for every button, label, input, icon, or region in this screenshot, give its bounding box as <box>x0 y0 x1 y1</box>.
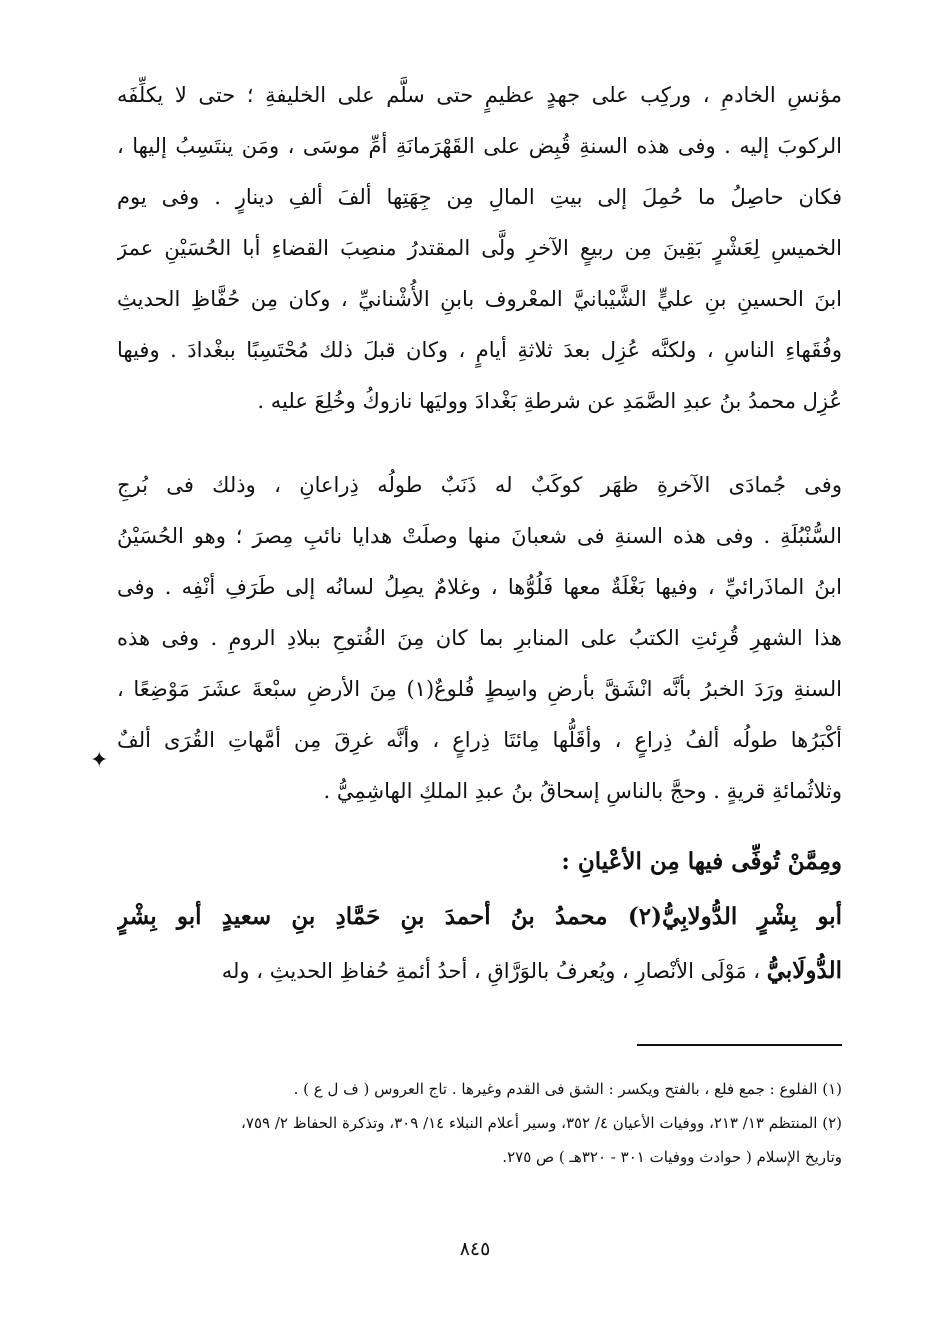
text-line: عُزِل محمدُ بنُ عبدِ الصَّمَدِ عن شرطةِ بَغْدادَ ووليَها نازوكُ وخُلِعَ عليه . <box>257 389 842 413</box>
text-line: وفُقَهاءِ الناسِ ، ولكنَّه عُزِل بعدَ ثلاثةِ أيامٍ ، وكان قبلَ ذلك مُحْتَسِبًا ببغْدادَ . وفيها <box>117 338 842 362</box>
paragraph-3 <box>117 890 842 998</box>
section-heading: ومِمَّنْ تُوفِّى فيها مِن الأعْيانِ : <box>561 848 842 875</box>
text-line: ابنُ الماذَرائيِّ ، وفيها بَغْلَةٌ معها فَلُوُّها ، وغلامٌ يصِلُ لسانُه إلى طَرَفِ أنْفِه . وفى <box>117 575 842 599</box>
paragraph-2 <box>117 460 842 817</box>
text-line: وفى جُمادَى الآخرةِ ظهَر كوكَبٌ له ذَنَبٌ طولُه ذِراعانِ ، وذلك فى بُرجِ <box>117 473 842 497</box>
footnote-line: (١) الفلوع : جمع فلع ، بالفتح ويكسر : الشق فى القدم وغيرها . تاج العروس ( ف ل ع ) . <box>293 1080 842 1098</box>
biography-name: الدُّولَابيُّ <box>766 957 842 984</box>
text-line: وثلاثُمائةِ قريةٍ . وحجَّ بالناسِ إسحاقُ بنُ عبدِ الملكِ الهاشِمِيُّ . <box>323 779 842 803</box>
text-line: هذا الشهرِ قُرِئتِ الكتبُ على المنابرِ بما كان مِنَ الفُتوحِ ببلادِ الرومِ . وفى هذه <box>117 626 842 650</box>
text-line: مؤنسِ الخادمِ ، وركِب على جهدٍ عظيمٍ حتى سلَّم على الخليفةِ ؛ حتى لا يكلِّفَه <box>117 83 842 107</box>
biography-title-line: أبو بِشْرٍ الدُّولابِيُّ(٢) محمدُ بنُ أحمدَ بنِ حَمَّادِ بنِ سعيدٍ أبو بِشْرٍ <box>117 903 842 930</box>
text-line: أكْبَرُها طولُه ألفُ ذِراعٍ ، وأقَلُّها مِائتَا ذِراعٍ ، وأنَّه غرِقَ مِن أمَّهاتِ القُرَى ألفٌ <box>117 728 842 752</box>
footnote-line: (٢) المنتظم ١٣/ ٢١٣، ووفيات الأعيان ٤/ ٣٥٢، وسير أعلام النبلاء ١٤/ ٣٠٩، وتذكرة الحفاظ ٢/ ٧٥٩، <box>241 1114 842 1132</box>
footnote-line: وتاريخ الإسلام ( حوادث ووفيات ٣٠١ - ٣٢٠هـ ) ص ٢٧٥. <box>502 1148 842 1166</box>
margin-ornament: ✦ <box>90 748 109 773</box>
text-line: السُّنْبُلَةِ . وفى هذه السنةِ فى شعبانَ منها وصلَتْ هدايا نائبِ مِصرَ ؛ وهو الحُسَيْنُ <box>117 524 842 548</box>
text-line <box>117 944 842 998</box>
page-number: ٨٤٥ <box>459 1238 491 1260</box>
footnote-separator <box>637 1044 842 1046</box>
text-line: ابنَ الحسينِ بنِ عليٍّ الشَّيْبانيَّ المعْروف بابنِ الأُشْنانيِّ ، وكان مِن حُفَّاظِ الحديثِ <box>117 287 842 311</box>
text-line: الركوبَ إليه . وفى هذه السنةِ قُبِض على القَهْرَمانَةِ أمِّ موسَى ، ومَن ينتَسِبُ إليها ، <box>117 134 842 158</box>
paragraph-1 <box>117 70 842 427</box>
text-line: فكان حاصِلُ ما حُمِلَ إلى بيتِ المالِ مِن جِهَتِها ألفَ ألفِ دينارٍ . وفى يوم <box>117 185 842 209</box>
footnotes <box>117 1072 842 1174</box>
text-line: السنةِ ورَدَ الخبرُ بأنَّه انْشَقَّ بأرضِ واسِطٍ فُلوعٌ(١) مِنَ الأرضِ سبْعةَ عشَرَ مَوْضِعًا ، <box>117 677 842 701</box>
biography-text: ، مَوْلَى الأنْصارِ ، ويُعرفُ بالوَرَّاقِ ، أحدُ أئمةِ حُفاظِ الحديثِ ، وله <box>221 959 767 983</box>
text-line: الخميسِ لِعَشْرٍ بَقِينَ مِن ربيعٍ الآخرِ ولَّى المقتدرُ منصِبَ القضاءِ أبا الحُسَيْنِ عمرَ <box>117 236 842 260</box>
